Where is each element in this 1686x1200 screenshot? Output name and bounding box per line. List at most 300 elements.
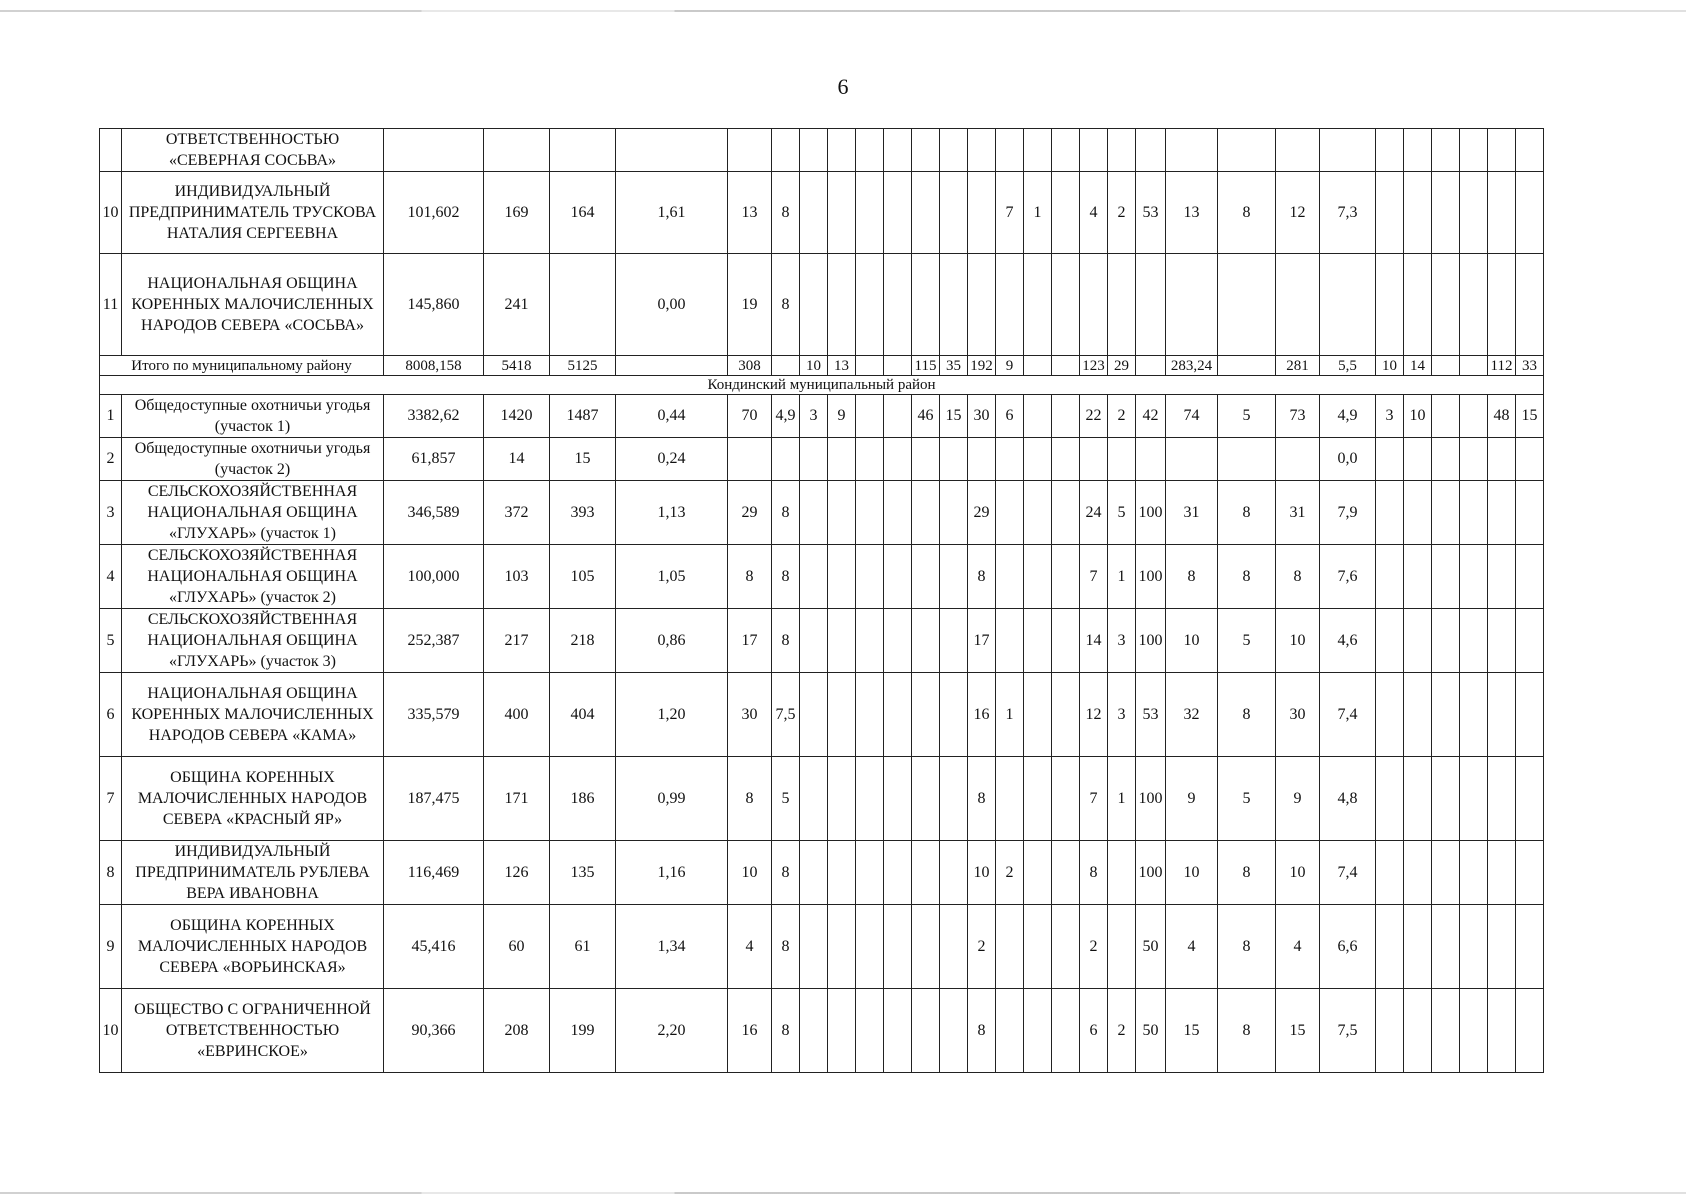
data-cell: 50 bbox=[1136, 905, 1166, 989]
data-cell bbox=[728, 129, 772, 172]
row-number: 8 bbox=[100, 841, 122, 905]
data-cell bbox=[1432, 172, 1460, 254]
data-cell: 9 bbox=[1276, 757, 1320, 841]
data-cell bbox=[1404, 129, 1432, 172]
table-row bbox=[100, 254, 1544, 356]
data-cell: 8 bbox=[772, 545, 800, 609]
data-cell: 2 bbox=[1108, 989, 1136, 1073]
data-cell: 218 bbox=[550, 609, 616, 673]
data-cell: 8 bbox=[772, 481, 800, 545]
data-cell bbox=[884, 481, 912, 545]
data-cell: 100 bbox=[1136, 545, 1166, 609]
total-row bbox=[100, 356, 1544, 376]
data-cell bbox=[1516, 481, 1544, 545]
data-cell bbox=[1052, 172, 1080, 254]
data-cell bbox=[884, 545, 912, 609]
data-cell bbox=[1404, 254, 1432, 356]
data-cell: 48 bbox=[1488, 395, 1516, 438]
data-cell: 8 bbox=[772, 172, 800, 254]
data-cell: 2 bbox=[1108, 395, 1136, 438]
data-cell bbox=[800, 254, 828, 356]
data-cell: 14 bbox=[1080, 609, 1108, 673]
data-cell: 1,13 bbox=[616, 481, 728, 545]
data-cell bbox=[1488, 481, 1516, 545]
data-cell: 5 bbox=[1218, 395, 1276, 438]
data-cell bbox=[550, 254, 616, 356]
data-cell bbox=[1376, 673, 1404, 757]
data-cell: 10 bbox=[1404, 395, 1432, 438]
data-cell bbox=[1276, 254, 1320, 356]
data-cell bbox=[940, 481, 968, 545]
data-cell bbox=[1376, 841, 1404, 905]
data-cell bbox=[616, 129, 728, 172]
data-cell bbox=[1376, 129, 1404, 172]
data-cell: 10 bbox=[968, 841, 996, 905]
data-cell bbox=[1516, 905, 1544, 989]
data-cell: 8 bbox=[968, 757, 996, 841]
total-cell: 29 bbox=[1108, 356, 1136, 376]
data-cell bbox=[828, 481, 856, 545]
table-row bbox=[100, 481, 1544, 545]
data-cell: 4 bbox=[1276, 905, 1320, 989]
data-cell: 53 bbox=[1136, 172, 1166, 254]
data-cell: 3 bbox=[1108, 673, 1136, 757]
data-cell bbox=[1460, 438, 1488, 481]
data-cell: 17 bbox=[968, 609, 996, 673]
data-cell: 208 bbox=[484, 989, 550, 1073]
data-cell bbox=[1218, 129, 1276, 172]
table-row bbox=[100, 609, 1544, 673]
data-cell bbox=[884, 438, 912, 481]
data-cell: 0,24 bbox=[616, 438, 728, 481]
data-cell bbox=[1432, 757, 1460, 841]
data-cell bbox=[996, 438, 1024, 481]
data-cell: 5 bbox=[772, 757, 800, 841]
data-cell bbox=[1488, 254, 1516, 356]
data-cell bbox=[996, 254, 1024, 356]
data-cell: 335,579 bbox=[384, 673, 484, 757]
data-cell: 45,416 bbox=[384, 905, 484, 989]
total-cell: 5418 bbox=[484, 356, 550, 376]
data-cell bbox=[1052, 841, 1080, 905]
data-cell bbox=[1024, 545, 1052, 609]
data-cell bbox=[1052, 673, 1080, 757]
data-cell bbox=[1376, 545, 1404, 609]
data-cell: 12 bbox=[1276, 172, 1320, 254]
section-title: Кондинский муниципальный район bbox=[100, 376, 1544, 395]
data-cell bbox=[1136, 438, 1166, 481]
data-cell bbox=[912, 481, 940, 545]
data-cell: 14 bbox=[484, 438, 550, 481]
data-cell bbox=[996, 609, 1024, 673]
data-cell: 8 bbox=[1218, 545, 1276, 609]
data-cell: 199 bbox=[550, 989, 616, 1073]
table-row bbox=[100, 841, 1544, 905]
data-cell bbox=[800, 757, 828, 841]
data-cell bbox=[1460, 254, 1488, 356]
data-cell bbox=[884, 395, 912, 438]
data-cell: 61 bbox=[550, 905, 616, 989]
data-cell: 1,34 bbox=[616, 905, 728, 989]
total-cell: 5,5 bbox=[1320, 356, 1376, 376]
data-cell: 4,9 bbox=[772, 395, 800, 438]
data-cell bbox=[884, 254, 912, 356]
data-cell bbox=[884, 129, 912, 172]
data-cell bbox=[1166, 438, 1218, 481]
data-cell bbox=[940, 545, 968, 609]
total-cell: 10 bbox=[1376, 356, 1404, 376]
data-cell: 2 bbox=[968, 905, 996, 989]
data-cell bbox=[996, 905, 1024, 989]
data-cell: 32 bbox=[1166, 673, 1218, 757]
data-cell: 31 bbox=[1166, 481, 1218, 545]
data-cell bbox=[1432, 129, 1460, 172]
organization-name: НАЦИОНАЛЬНАЯ ОБЩИНА КОРЕННЫХ МАЛОЧИСЛЕННЫХ НАРОДОВ СЕВЕРА «СОСЬВА» bbox=[122, 254, 384, 356]
data-cell bbox=[1024, 673, 1052, 757]
data-cell bbox=[1052, 129, 1080, 172]
data-cell bbox=[1052, 989, 1080, 1073]
data-cell: 7 bbox=[1080, 757, 1108, 841]
table-row bbox=[100, 989, 1544, 1073]
total-cell bbox=[884, 356, 912, 376]
data-cell: 22 bbox=[1080, 395, 1108, 438]
data-cell bbox=[800, 129, 828, 172]
data-cell bbox=[800, 673, 828, 757]
data-cell bbox=[1404, 609, 1432, 673]
data-cell bbox=[1488, 609, 1516, 673]
data-cell bbox=[1052, 254, 1080, 356]
data-cell: 8 bbox=[1166, 545, 1218, 609]
organization-name: ОТВЕТСТВЕННОСТЬЮ «СЕВЕРНАЯ СОСЬВА» bbox=[122, 129, 384, 172]
data-cell: 1,05 bbox=[616, 545, 728, 609]
table-row bbox=[100, 172, 1544, 254]
total-cell bbox=[1432, 356, 1460, 376]
data-cell: 4,6 bbox=[1320, 609, 1376, 673]
data-cell bbox=[1166, 254, 1218, 356]
data-cell bbox=[1516, 254, 1544, 356]
data-cell bbox=[1024, 481, 1052, 545]
data-cell: 30 bbox=[968, 395, 996, 438]
data-cell: 5 bbox=[1218, 609, 1276, 673]
data-cell bbox=[940, 609, 968, 673]
data-cell bbox=[884, 989, 912, 1073]
data-cell bbox=[800, 841, 828, 905]
total-cell: 308 bbox=[728, 356, 772, 376]
data-cell: 7,4 bbox=[1320, 841, 1376, 905]
data-cell: 372 bbox=[484, 481, 550, 545]
data-cell bbox=[828, 757, 856, 841]
row-number: 9 bbox=[100, 905, 122, 989]
data-cell: 8 bbox=[772, 905, 800, 989]
data-cell: 42 bbox=[1136, 395, 1166, 438]
data-cell bbox=[940, 172, 968, 254]
data-cell: 9 bbox=[1166, 757, 1218, 841]
data-cell bbox=[1052, 905, 1080, 989]
organization-name: НАЦИОНАЛЬНАЯ ОБЩИНА КОРЕННЫХ МАЛОЧИСЛЕННЫХ НАРОДОВ СЕВЕРА «КАМА» bbox=[122, 673, 384, 757]
data-cell: 171 bbox=[484, 757, 550, 841]
data-cell bbox=[1052, 757, 1080, 841]
data-cell: 346,589 bbox=[384, 481, 484, 545]
data-cell bbox=[1376, 172, 1404, 254]
data-cell: 103 bbox=[484, 545, 550, 609]
data-cell bbox=[968, 129, 996, 172]
data-cell: 10 bbox=[1166, 609, 1218, 673]
data-cell: 90,366 bbox=[384, 989, 484, 1073]
data-cell bbox=[996, 989, 1024, 1073]
row-number: 10 bbox=[100, 172, 122, 254]
data-cell bbox=[1488, 905, 1516, 989]
data-cell bbox=[800, 609, 828, 673]
organization-name: ОБЩИНА КОРЕННЫХ МАЛОЧИСЛЕННЫХ НАРОДОВ СЕВЕРА «КРАСНЫЙ ЯР» bbox=[122, 757, 384, 841]
data-cell bbox=[1432, 841, 1460, 905]
data-cell: 70 bbox=[728, 395, 772, 438]
data-cell bbox=[912, 673, 940, 757]
data-cell bbox=[1052, 481, 1080, 545]
data-cell: 393 bbox=[550, 481, 616, 545]
table-row bbox=[100, 129, 1544, 172]
total-cell: 33 bbox=[1516, 356, 1544, 376]
data-cell bbox=[1460, 609, 1488, 673]
data-cell: 19 bbox=[728, 254, 772, 356]
data-cell bbox=[1516, 438, 1544, 481]
data-cell: 0,00 bbox=[616, 254, 728, 356]
data-cell: 61,857 bbox=[384, 438, 484, 481]
data-cell: 31 bbox=[1276, 481, 1320, 545]
data-cell bbox=[1432, 438, 1460, 481]
data-cell bbox=[1080, 129, 1108, 172]
total-cell: 283,24 bbox=[1166, 356, 1218, 376]
data-cell: 50 bbox=[1136, 989, 1166, 1073]
data-cell: 2,20 bbox=[616, 989, 728, 1073]
data-cell: 169 bbox=[484, 172, 550, 254]
data-cell bbox=[912, 905, 940, 989]
data-cell: 404 bbox=[550, 673, 616, 757]
data-cell bbox=[1432, 254, 1460, 356]
organization-name: СЕЛЬСКОХОЗЯЙСТВЕННАЯ НАЦИОНАЛЬНАЯ ОБЩИНА «ГЛУХАРЬ» (участок 3) bbox=[122, 609, 384, 673]
data-cell bbox=[1432, 673, 1460, 757]
data-cell bbox=[1276, 129, 1320, 172]
data-cell bbox=[828, 438, 856, 481]
data-cell bbox=[1488, 545, 1516, 609]
data-cell: 15 bbox=[1516, 395, 1544, 438]
data-cell: 3 bbox=[1108, 609, 1136, 673]
data-cell: 7,3 bbox=[1320, 172, 1376, 254]
data-cell: 10 bbox=[1276, 841, 1320, 905]
data-cell bbox=[772, 438, 800, 481]
data-cell bbox=[828, 129, 856, 172]
data-cell: 186 bbox=[550, 757, 616, 841]
data-cell bbox=[1488, 673, 1516, 757]
data-cell: 10 bbox=[1276, 609, 1320, 673]
data-cell bbox=[856, 673, 884, 757]
data-cell bbox=[1516, 841, 1544, 905]
data-cell bbox=[1460, 841, 1488, 905]
data-cell bbox=[912, 438, 940, 481]
data-cell bbox=[1516, 609, 1544, 673]
data-cell bbox=[1516, 673, 1544, 757]
data-cell bbox=[1404, 989, 1432, 1073]
data-cell bbox=[1024, 757, 1052, 841]
data-cell: 100 bbox=[1136, 757, 1166, 841]
data-cell: 13 bbox=[1166, 172, 1218, 254]
data-cell: 1,16 bbox=[616, 841, 728, 905]
data-cell bbox=[1404, 757, 1432, 841]
data-cell: 5 bbox=[1218, 757, 1276, 841]
data-cell: 164 bbox=[550, 172, 616, 254]
data-cell: 8 bbox=[1218, 905, 1276, 989]
data-cell: 0,86 bbox=[616, 609, 728, 673]
data-cell bbox=[1404, 481, 1432, 545]
data-cell: 2 bbox=[996, 841, 1024, 905]
data-cell bbox=[1024, 395, 1052, 438]
data-cell: 16 bbox=[728, 989, 772, 1073]
data-cell bbox=[828, 841, 856, 905]
data-cell: 8 bbox=[1218, 481, 1276, 545]
scan-edge-bottom bbox=[0, 1192, 1686, 1194]
data-cell bbox=[1516, 172, 1544, 254]
data-cell bbox=[1136, 254, 1166, 356]
data-cell: 1 bbox=[1108, 757, 1136, 841]
data-cell bbox=[1404, 841, 1432, 905]
row-number: 10 bbox=[100, 989, 122, 1073]
table-row bbox=[100, 545, 1544, 609]
page-number: 6 bbox=[837, 74, 849, 99]
data-cell bbox=[940, 438, 968, 481]
data-cell bbox=[856, 254, 884, 356]
data-cell: 252,387 bbox=[384, 609, 484, 673]
data-cell: 1 bbox=[1108, 545, 1136, 609]
row-number: 11 bbox=[100, 254, 122, 356]
data-cell: 1 bbox=[1024, 172, 1052, 254]
data-cell: 4 bbox=[1166, 905, 1218, 989]
scan-edge-top bbox=[0, 10, 1686, 12]
data-cell bbox=[1276, 438, 1320, 481]
data-cell: 241 bbox=[484, 254, 550, 356]
data-cell: 29 bbox=[968, 481, 996, 545]
data-cell bbox=[1024, 254, 1052, 356]
data-cell: 135 bbox=[550, 841, 616, 905]
data-cell bbox=[1460, 545, 1488, 609]
data-cell: 8 bbox=[728, 757, 772, 841]
data-cell: 0,99 bbox=[616, 757, 728, 841]
data-cell bbox=[828, 172, 856, 254]
data-cell: 1,20 bbox=[616, 673, 728, 757]
row-number: 5 bbox=[100, 609, 122, 673]
total-cell bbox=[1024, 356, 1052, 376]
data-cell bbox=[884, 172, 912, 254]
data-cell bbox=[800, 545, 828, 609]
data-cell bbox=[1516, 989, 1544, 1073]
data-cell bbox=[1460, 481, 1488, 545]
data-cell: 30 bbox=[728, 673, 772, 757]
data-cell: 6 bbox=[1080, 989, 1108, 1073]
data-cell bbox=[800, 438, 828, 481]
data-cell bbox=[1488, 757, 1516, 841]
data-cell bbox=[1024, 905, 1052, 989]
data-cell bbox=[1460, 172, 1488, 254]
total-cell bbox=[616, 356, 728, 376]
section-header-row bbox=[100, 376, 1544, 395]
data-cell bbox=[856, 841, 884, 905]
organization-name: Общедоступные охотничьи угодья (участок 2) bbox=[122, 438, 384, 481]
data-cell: 10 bbox=[728, 841, 772, 905]
total-cell bbox=[772, 356, 800, 376]
data-cell bbox=[940, 905, 968, 989]
data-cell bbox=[728, 438, 772, 481]
data-cell bbox=[1052, 609, 1080, 673]
data-cell: 8 bbox=[772, 254, 800, 356]
data-cell bbox=[940, 989, 968, 1073]
data-cell: 46 bbox=[912, 395, 940, 438]
data-cell bbox=[800, 481, 828, 545]
data-cell bbox=[1432, 905, 1460, 989]
data-cell: 24 bbox=[1080, 481, 1108, 545]
data-cell bbox=[1376, 438, 1404, 481]
data-cell bbox=[996, 757, 1024, 841]
data-cell bbox=[1108, 841, 1136, 905]
data-cell bbox=[1376, 609, 1404, 673]
data-cell bbox=[1488, 841, 1516, 905]
data-cell bbox=[940, 841, 968, 905]
data-cell bbox=[856, 757, 884, 841]
data-cell bbox=[1080, 254, 1108, 356]
data-cell: 4 bbox=[1080, 172, 1108, 254]
data-cell bbox=[912, 989, 940, 1073]
data-cell bbox=[912, 254, 940, 356]
data-cell: 145,860 bbox=[384, 254, 484, 356]
data-cell bbox=[1136, 129, 1166, 172]
data-cell: 7,9 bbox=[1320, 481, 1376, 545]
data-cell bbox=[1432, 545, 1460, 609]
data-cell bbox=[1404, 545, 1432, 609]
data-cell bbox=[884, 905, 912, 989]
data-cell bbox=[856, 172, 884, 254]
data-cell bbox=[968, 172, 996, 254]
data-cell bbox=[1432, 609, 1460, 673]
data-cell: 7 bbox=[996, 172, 1024, 254]
data-cell: 8 bbox=[772, 841, 800, 905]
row-number: 1 bbox=[100, 395, 122, 438]
data-cell bbox=[1432, 481, 1460, 545]
data-cell: 8 bbox=[1218, 172, 1276, 254]
data-cell bbox=[828, 905, 856, 989]
data-cell bbox=[856, 481, 884, 545]
data-cell bbox=[912, 757, 940, 841]
data-cell bbox=[1404, 905, 1432, 989]
data-cell: 53 bbox=[1136, 673, 1166, 757]
total-cell: 35 bbox=[940, 356, 968, 376]
data-cell bbox=[1488, 989, 1516, 1073]
data-cell: 3382,62 bbox=[384, 395, 484, 438]
data-cell: 8 bbox=[1218, 841, 1276, 905]
data-cell bbox=[912, 545, 940, 609]
data-cell: 4,8 bbox=[1320, 757, 1376, 841]
data-cell: 1420 bbox=[484, 395, 550, 438]
data-cell: 7,5 bbox=[772, 673, 800, 757]
data-cell: 30 bbox=[1276, 673, 1320, 757]
data-cell bbox=[828, 545, 856, 609]
data-cell bbox=[800, 172, 828, 254]
data-cell bbox=[1460, 673, 1488, 757]
organization-name: ИНДИВИДУАЛЬНЫЙ ПРЕДПРИНИМАТЕЛЬ РУБЛЕВА ВЕРА ИВАНОВНА bbox=[122, 841, 384, 905]
data-cell: 13 bbox=[728, 172, 772, 254]
data-cell bbox=[1404, 438, 1432, 481]
data-cell bbox=[1024, 609, 1052, 673]
data-cell bbox=[1320, 254, 1376, 356]
data-cell bbox=[1376, 254, 1404, 356]
data-cell bbox=[1516, 757, 1544, 841]
data-cell: 9 bbox=[828, 395, 856, 438]
